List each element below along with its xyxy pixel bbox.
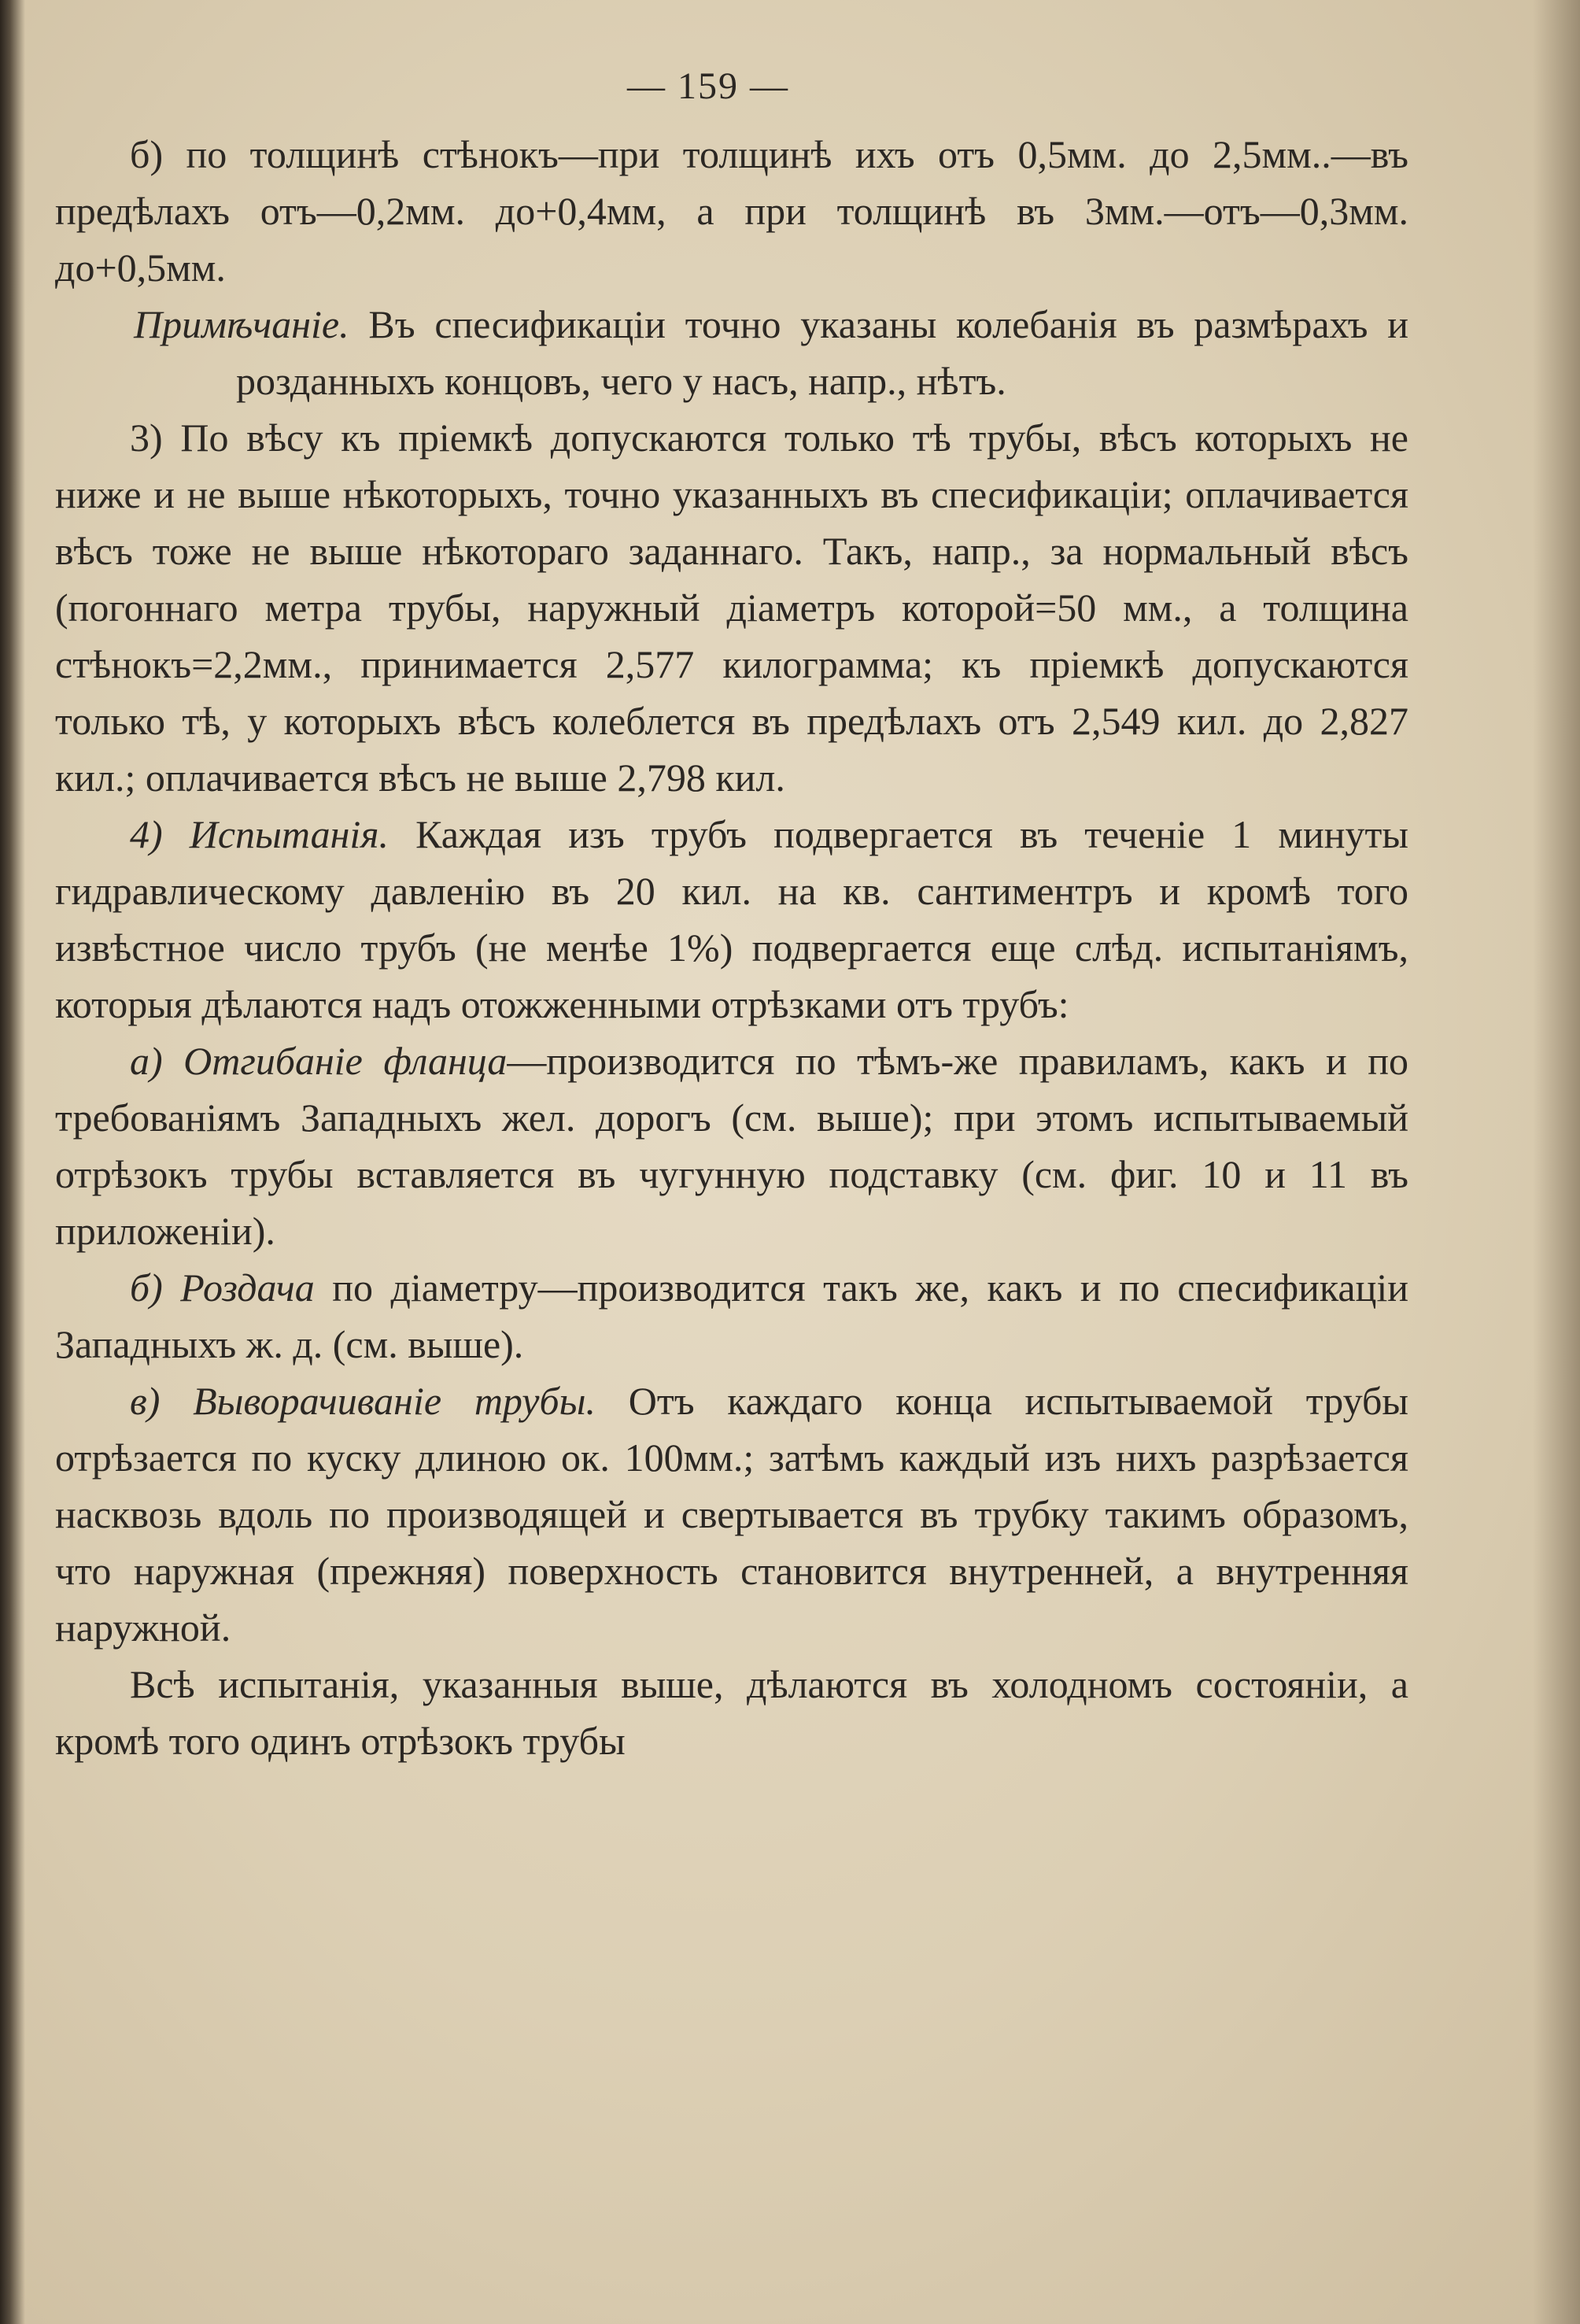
paragraph-text: б) по толщинѣ стѣнокъ—при толщинѣ ихъ отъ 0,5мм. до 2,5мм..—въ предѣлахъ отъ—0,2мм. до+0,4мм, а при толщинѣ въ 3мм.—отъ—0,3мм. до+0,5мм. bbox=[55, 132, 1408, 290]
paragraph-text: 3) По вѣсу къ пріемкѣ допускаются только тѣ трубы, вѣсъ которыхъ не ниже и не выше нѣкоторыхъ, точно указанныхъ въ спесификаціи; оплачивается вѣсъ тоже не выше нѣкотораго заданнаго. Такъ, напр., за нормальный вѣсъ (погоннаго метра трубы, наружный діаметръ которой=50 мм., а толщина стѣнокъ=2,2мм., принимается 2,577 килограмма; къ пріемкѣ допускаются только тѣ, у которыхъ вѣсъ колеблется въ предѣлахъ отъ 2,549 кил. до 2,827 кил.; оплачивается вѣсъ не выше 2,798 кил. bbox=[55, 416, 1408, 800]
paragraph-text: —производится по тѣмъ-же правиламъ, какъ и по требованіямъ Западныхъ жел. дорогъ (см. выше); при этомъ испытываемый отрѣзокъ трубы вставляется въ чугунную подставку (см. фиг. 10 и 11 въ приложеніи). bbox=[55, 1039, 1408, 1253]
page-body bbox=[55, 47, 1408, 1769]
subsection-heading: в) Выворачиваніе трубы. bbox=[130, 1379, 596, 1423]
subsection-heading: а) Отгибаніе фланца bbox=[130, 1039, 508, 1083]
paragraph-tests bbox=[55, 806, 1408, 1033]
spine-shadow bbox=[0, 0, 25, 2324]
paragraph-inversion bbox=[55, 1373, 1408, 1656]
paragraph-text: Всѣ испытанія, указанныя выше, дѣлаются въ холодномъ состояніи, а кромѣ того одинъ отрѣзокъ трубы bbox=[55, 1662, 1408, 1763]
paragraph-cold-state bbox=[55, 1656, 1408, 1769]
page-number: — 159 — bbox=[627, 65, 789, 107]
paragraph-text: Каждая изъ трубъ подвергается въ теченіе 1 минуты гидравлическому давленію въ 20 кил. на кв. сантиментръ и кромѣ того извѣстное число трубъ (не менѣе 1%) подвергается еще слѣд. испытаніямъ, которыя дѣлаются надъ отожженными отрѣзками отъ трубъ: bbox=[55, 812, 1408, 1026]
paragraph-note bbox=[55, 296, 1408, 409]
section-heading: 4) Испытанія. bbox=[130, 812, 389, 856]
paragraph-text: Отъ каждаго конца испытываемой трубы отрѣзается по куску длиною ок. 100мм.; затѣмъ каждый изъ нихъ разрѣзается насквозь вдоль по производящей и свертывается въ трубку такимъ образомъ, что наружная (прежняя) поверхность становится внутренней, а внутренняя наружной. bbox=[55, 1379, 1408, 1650]
page-edge-shadow bbox=[1533, 0, 1580, 2324]
paragraph-text: Въ спесификаціи точно указаны колебанія въ размѣрахъ и розданныхъ концовъ, чего у насъ, напр., нѣтъ. bbox=[236, 302, 1408, 403]
paragraph-wall-thickness bbox=[55, 126, 1408, 296]
note-label: Примѣчаніе. bbox=[134, 302, 349, 346]
paragraph-flange-bending bbox=[55, 1033, 1408, 1259]
subsection-heading: б) Роздача bbox=[130, 1265, 315, 1310]
paragraph-expansion bbox=[55, 1259, 1408, 1373]
paragraph-weight bbox=[55, 409, 1408, 806]
paragraph-text: по діаметру—производится такъ же, какъ и по спесификаціи Западныхъ ж. д. (см. выше). bbox=[55, 1265, 1408, 1366]
